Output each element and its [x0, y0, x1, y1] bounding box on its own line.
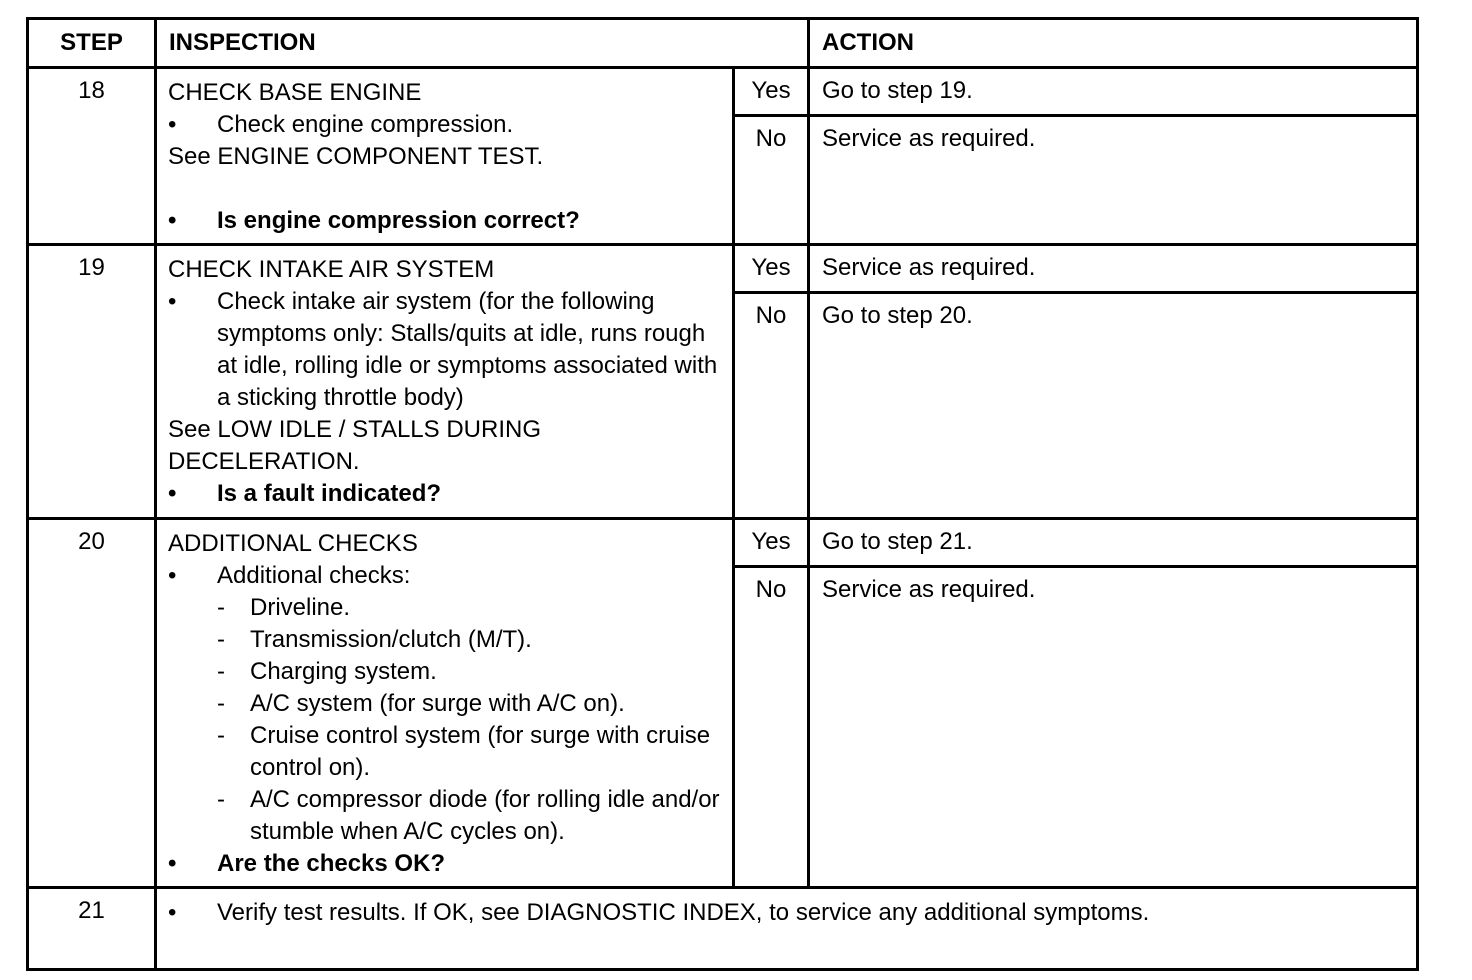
step-number: 21 — [28, 888, 156, 970]
bullet-icon: • — [168, 111, 177, 138]
question-text: Are the checks OK? — [217, 850, 446, 877]
bullet-item — [168, 286, 722, 414]
table-row — [28, 519, 1418, 567]
dash-icon: - — [217, 690, 225, 717]
yes-label: Yes — [734, 245, 809, 293]
bullet-icon: • — [168, 288, 177, 315]
sub-item — [168, 592, 722, 624]
inspection-cell — [156, 68, 734, 245]
sub-item-text: Cruise control system (for surge with cruise control on). — [250, 722, 711, 781]
table-row — [28, 68, 1418, 116]
inspection-title: CHECK BASE ENGINE — [168, 79, 422, 106]
see-reference: See LOW IDLE / STALLS DURING — [168, 416, 541, 443]
dash-icon: - — [217, 594, 225, 621]
step-number: 19 — [28, 245, 156, 519]
no-action: Service as required. — [809, 116, 1418, 245]
bullet-item — [168, 560, 722, 592]
yes-action: Go to step 19. — [809, 68, 1418, 116]
dash-icon: - — [217, 626, 225, 653]
sub-item — [168, 688, 722, 720]
step-number: 18 — [28, 68, 156, 245]
yes-action: Go to step 21. — [809, 519, 1418, 567]
dash-icon: - — [217, 786, 225, 813]
sub-item-text: A/C system (for surge with A/C on). — [250, 690, 625, 717]
bullet-icon: • — [168, 480, 177, 507]
yes-action: Service as required. — [809, 245, 1418, 293]
question-text: Is engine compression correct? — [217, 207, 580, 234]
bullet-item — [168, 897, 1406, 929]
sub-item-text: Transmission/clutch (M/T). — [250, 626, 532, 653]
question-item — [168, 848, 722, 880]
inspection-cell — [156, 519, 734, 888]
inspection-title: CHECK INTAKE AIR SYSTEM — [168, 256, 495, 283]
bullet-icon: • — [168, 899, 177, 926]
sub-item — [168, 656, 722, 688]
sub-item-text: Driveline. — [250, 594, 351, 621]
no-label: No — [734, 116, 809, 245]
sub-item-text: Charging system. — [250, 658, 437, 685]
header-row — [28, 19, 1418, 68]
no-label: No — [734, 567, 809, 888]
see-reference: See ENGINE COMPONENT TEST. — [168, 143, 544, 170]
step-number: 20 — [28, 519, 156, 888]
sub-item — [168, 784, 722, 848]
sub-item-text: A/C compressor diode (for rolling idle and/or stumble when A/C cycles on). — [250, 786, 720, 845]
bullet-text: Check intake air system (for the following symptoms only: Stalls/quits at idle, runs rough at idle, rolling idle or symptoms associated with a sticking throttle body) — [217, 288, 718, 411]
bullet-icon: • — [168, 562, 177, 589]
bullet-text: Additional checks: — [217, 562, 411, 589]
bullet-icon: • — [168, 207, 177, 234]
question-item — [168, 478, 722, 510]
sub-item — [168, 624, 722, 656]
table-row — [28, 888, 1418, 970]
bullet-text: Verify test results. If OK, see DIAGNOSTIC INDEX, to service any additional symptoms. — [217, 899, 1150, 926]
step-header: STEP — [28, 19, 156, 68]
action-header: ACTION — [809, 19, 1418, 68]
sub-item — [168, 720, 722, 784]
no-action: Go to step 20. — [809, 293, 1418, 519]
question-item — [168, 205, 722, 237]
bullet-item — [168, 109, 722, 141]
yes-label: Yes — [734, 519, 809, 567]
inspection-cell — [156, 245, 734, 519]
inspection-title: ADDITIONAL CHECKS — [168, 530, 418, 557]
diagnostic-table — [26, 17, 1419, 971]
bullet-text: Check engine compression. — [217, 111, 514, 138]
bullet-icon: • — [168, 850, 177, 877]
no-action: Service as required. — [809, 567, 1418, 888]
inspection-cell — [156, 888, 1418, 970]
see-reference-cont: DECELERATION. — [168, 448, 360, 475]
inspection-header: INSPECTION — [156, 19, 809, 68]
dash-icon: - — [217, 658, 225, 685]
dash-icon: - — [217, 722, 225, 749]
no-label: No — [734, 293, 809, 519]
question-text: Is a fault indicated? — [217, 480, 442, 507]
yes-label: Yes — [734, 68, 809, 116]
table-row — [28, 245, 1418, 293]
